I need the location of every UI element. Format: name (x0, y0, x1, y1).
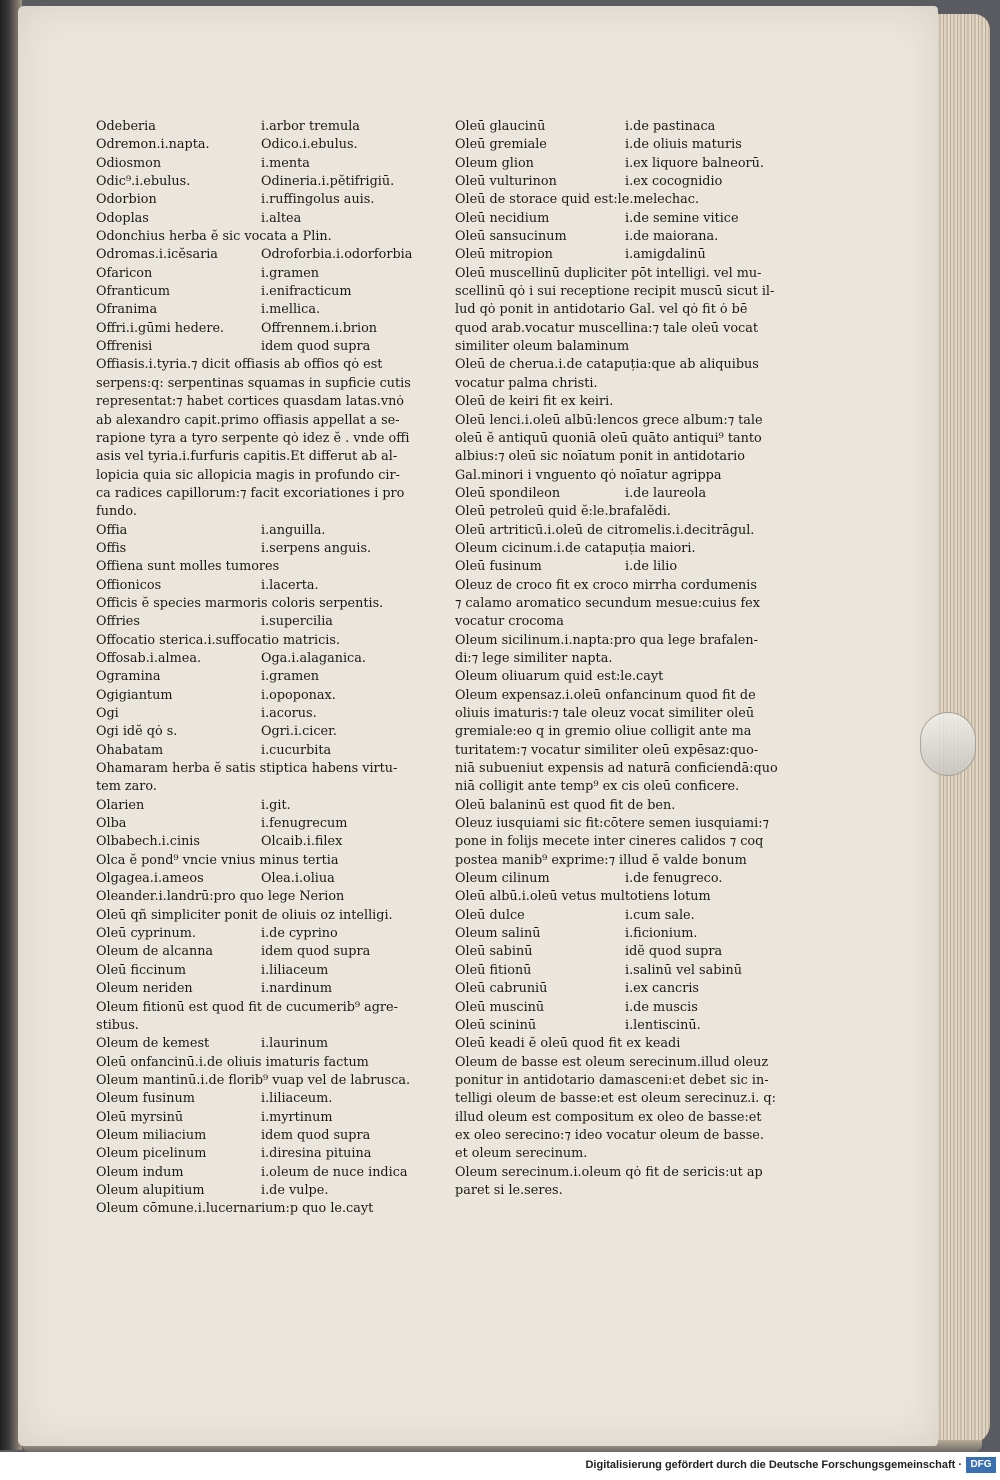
entry-gloss: i.lentiscinū. (625, 1017, 701, 1033)
entry-text: Oleuz iusquiami sic fit:cōtere semen iusquiami:⁊ (455, 816, 769, 832)
text-line (96, 595, 416, 613)
entry-text: Oleum de alcanna (96, 944, 214, 960)
entry-text: serpens:q: serpentinas squamas in supficie cutis (96, 375, 411, 391)
entry-text: Odoplas (96, 210, 149, 226)
footer-credit: Digitalisierung gefördert durch die Deutsche Forschungsgemeinschaft · (585, 1459, 962, 1471)
text-line (455, 485, 775, 503)
text-line (96, 1200, 416, 1218)
text-line (96, 265, 416, 283)
entry-text: Ogi idĕ qȯ s. (96, 724, 178, 740)
text-line (96, 118, 416, 136)
text-line (96, 613, 416, 631)
entry-gloss: Odroforbia.i.odorforbia (261, 247, 413, 263)
entry-text: pone in folijs mecete inter cineres calidos ⁊ coq (455, 834, 764, 850)
text-line (96, 1127, 416, 1145)
text-line (96, 1072, 416, 1090)
entry-text: Officis ĕ species marmoris coloris serpentis. (96, 595, 384, 611)
entry-gloss: Odico.i.ebulus. (261, 137, 358, 153)
text-line (96, 136, 416, 154)
entry-gloss: i.acorus. (261, 706, 317, 721)
text-line (96, 1017, 416, 1035)
text-line (96, 833, 416, 851)
text-line (455, 705, 775, 723)
entry-gloss: i.de pastinaca (625, 119, 716, 134)
text-line (455, 1145, 775, 1163)
entry-text: Oleum indum (96, 1164, 184, 1180)
entry-text: Odic⁹.i.ebulus. (96, 174, 191, 190)
entry-gloss: i.enifracticum (261, 284, 352, 300)
entry-text: Ogramina (96, 669, 161, 685)
entry-text: albius:⁊ oleū sic noīatum ponit in antidotario (455, 449, 745, 465)
entry-gloss: i.menta (261, 155, 310, 171)
text-line (96, 1054, 416, 1072)
entry-text: Oleū de keiri fit ex keiri. (455, 394, 614, 410)
entry-text: Oleū lenci.i.oleū albū:lencos grece album:⁊ tale (455, 412, 763, 428)
entry-gloss: i.ruffingolus auis. (261, 192, 375, 208)
text-line (455, 540, 775, 558)
entry-text: similiter oleum balaminum (455, 339, 630, 355)
entry-text: oleū ĕ antiquū quoniā oleū quāto antiqui⁹ tanto (455, 430, 762, 446)
entry-text: ⁊ calamo aromatico secundum mesue:cuius fex (455, 595, 760, 611)
entry-text: Oleū cabruniū (455, 981, 548, 997)
entry-text: Oleū vulturinon (455, 174, 557, 190)
text-line (96, 1182, 416, 1200)
entry-gloss: i.de lilio (625, 559, 678, 575)
text-line (96, 191, 416, 209)
text-line (96, 1035, 416, 1053)
entry-gloss: Olea.i.oliua (261, 871, 335, 887)
text-line (96, 301, 416, 319)
entry-text: Oleum picelinum (96, 1146, 207, 1162)
left-text-column (96, 118, 416, 1219)
entry-text: ca radices capillorum:⁊ facit excoriationes i pro (96, 485, 405, 501)
text-line (455, 320, 775, 338)
entry-gloss: idem quod supra (261, 339, 371, 355)
entry-text: Oleū onfancinū.i.de oliuis imaturis factum (96, 1054, 369, 1070)
entry-text: Offries (96, 614, 140, 630)
entry-text: scellinū qȯ i sui receptione recipit muscū sicut il- (455, 284, 775, 300)
text-line (455, 467, 775, 485)
entry-text: Ogi (96, 706, 119, 721)
entry-gloss: i.opoponax. (261, 687, 336, 703)
entry-text: Offia (96, 522, 128, 538)
entry-text: niā subueniut expensis ad naturā conficiendā:quo (455, 761, 778, 777)
text-line (455, 925, 775, 943)
entry-gloss: i.serpens anguis. (261, 540, 372, 556)
text-line (96, 1109, 416, 1127)
text-line (455, 430, 775, 448)
text-line (96, 173, 416, 191)
text-line (96, 742, 416, 760)
text-line (96, 650, 416, 668)
entry-gloss: i.ex cocognidio (625, 174, 723, 190)
entry-gloss: i.lacerta. (261, 577, 319, 593)
entry-text: Oleū muscinū (455, 999, 545, 1015)
entry-text: Oleum cicinum.i.de catapuția maiori. (455, 540, 696, 556)
text-line (96, 485, 416, 503)
text-line (96, 870, 416, 888)
entry-text: vocatur palma christi. (455, 375, 598, 391)
text-line (455, 1164, 775, 1182)
text-line (96, 797, 416, 815)
entry-gloss: i.cucurbita (261, 742, 332, 758)
entry-text: Oleū muscellinū dupliciter pōt intelligi. vel mu- (455, 265, 762, 281)
entry-text: Oleū myrsinū (96, 1109, 184, 1125)
entry-gloss: i.fenugrecum (261, 816, 348, 832)
entry-text: Oleū albū.i.oleū vetus multotiens lotum (455, 889, 711, 905)
right-text-column (455, 118, 778, 1200)
entry-text: Oleum salinū (455, 926, 541, 942)
text-line (96, 778, 416, 796)
entry-text: Oleum de basse est oleum serecinum.illud oleuz (455, 1054, 769, 1070)
page-clip (920, 712, 976, 776)
entry-text: Oleū sabinū (455, 944, 533, 960)
entry-text: Oleum alupitium (96, 1182, 205, 1198)
text-line (96, 283, 416, 301)
text-line (96, 852, 416, 870)
entry-text: asis vel tyria.i.furfuris capitis.Et differut ab al- (96, 449, 398, 465)
entry-text: Odeberia (96, 119, 156, 134)
entry-gloss: i.de laureola (625, 485, 707, 501)
text-line (96, 705, 416, 723)
entry-gloss: i.salinū vel sabinū (625, 962, 743, 978)
entry-text: Oleū glaucinū (455, 119, 546, 134)
text-line (96, 907, 416, 925)
entry-text: Offiasis.i.tyria.⁊ dicit offiasis ab offios qȯ est (96, 357, 383, 373)
text-line (96, 155, 416, 173)
entry-text: Olbabech.i.cinis (96, 834, 200, 850)
entry-gloss: i.altea (261, 210, 302, 226)
text-line (455, 1127, 775, 1145)
entry-gloss: i.cum sale. (625, 907, 695, 923)
entry-gloss: Oga.i.alaganica. (261, 650, 366, 666)
text-line (455, 760, 778, 778)
text-line (455, 412, 775, 430)
text-line (96, 577, 416, 595)
entry-gloss: Odineria.i.pĕtifrigiū. (261, 174, 395, 190)
text-line (455, 1017, 775, 1035)
entry-gloss: i.de maiorana. (625, 229, 719, 245)
entry-text: Oleum sicilinum.i.napta:pro qua lege brafalen- (455, 632, 758, 648)
text-line (96, 1090, 416, 1108)
text-line (455, 980, 775, 998)
text-line (455, 650, 775, 668)
entry-text: Oleum fitionū est quod fit de cucumerib⁹ agre- (96, 999, 398, 1015)
text-line (455, 393, 775, 411)
entry-text: Oleū fitionū (455, 962, 532, 978)
entry-text: Oleum fusinum (96, 1091, 195, 1107)
entry-text: rapione tyra a tyro serpente qȯ idez ĕ . vnde offi (96, 430, 410, 446)
entry-text: postea manib⁹ exprime:⁊ illud ĕ valde bonum (455, 852, 747, 868)
entry-gloss: i.nardinum (261, 981, 333, 997)
text-line (96, 320, 416, 338)
entry-text: Odorbion (96, 192, 157, 208)
text-line (96, 558, 416, 576)
entry-gloss: idem quod supra (261, 1127, 371, 1143)
entry-text: Oleū mitropion (455, 247, 553, 263)
entry-gloss: idĕ quod supra (625, 944, 723, 960)
text-line (455, 283, 775, 301)
entry-text: illud oleum est compositum ex oleo de basse:et (455, 1109, 762, 1125)
entry-gloss: i.gramen (261, 265, 320, 281)
entry-gloss: i.oleum de nuce indica (261, 1164, 408, 1180)
entry-text: Offis (96, 540, 127, 556)
entry-text: Oleū de storace quid est:le.melechac. (455, 192, 700, 208)
text-line (455, 797, 775, 815)
entry-gloss: i.de vulpe. (261, 1182, 329, 1198)
text-line (455, 210, 775, 228)
text-line (96, 632, 416, 650)
text-line (455, 1035, 775, 1053)
entry-text: quod arab.vocatur muscellina:⁊ tale oleū vocat (455, 320, 758, 336)
text-line (455, 723, 775, 741)
entry-text: Olgagea.i.ameos (96, 871, 204, 887)
entry-gloss: i.de semine vitice (625, 210, 739, 226)
entry-text: Offiena sunt molles tumores (96, 559, 280, 575)
text-line (96, 925, 416, 943)
text-line (96, 980, 416, 998)
entry-gloss: i.de muscis (625, 999, 698, 1015)
entry-text: Oleum serecinum.i.oleum qȯ fit de sericis:ut ap (455, 1164, 763, 1180)
text-line (96, 375, 416, 393)
entry-text: Oleū qñ simpliciter ponit de oliuis oz intelligi. (96, 907, 393, 923)
text-line (455, 907, 775, 925)
entry-gloss: i.gramen (261, 669, 320, 685)
entry-text: Ogigiantum (96, 687, 173, 703)
entry-text: Oleum oliuarum quid est:le.cayt (455, 669, 664, 685)
entry-gloss: i.git. (261, 797, 291, 813)
text-line (455, 173, 775, 191)
text-line (96, 1145, 416, 1163)
entry-text: Oleum miliacium (96, 1127, 207, 1143)
entry-text: Ofranima (96, 302, 158, 318)
entry-text: Oleū balaninū est quod fit de ben. (455, 797, 676, 813)
text-line (455, 522, 775, 540)
text-line (455, 246, 775, 264)
entry-text: Olba (96, 816, 127, 832)
entry-gloss: i.de fenugreco. (625, 871, 723, 887)
entry-text: Oleū scininū (455, 1017, 537, 1033)
text-line (455, 613, 775, 631)
text-line (96, 760, 416, 778)
entry-gloss: i.de cyprino (261, 926, 338, 942)
text-line (455, 375, 775, 393)
entry-text: oliuis imaturis:⁊ tale oleuz vocat similiter oleū (455, 706, 755, 721)
text-line (455, 668, 775, 686)
entry-text: et oleum serecinum. (455, 1146, 588, 1162)
entry-text: Ohamaram herba ĕ satis stiptica habens virtu- (96, 761, 398, 777)
text-line (96, 356, 416, 374)
entry-text: Odiosmon (96, 155, 162, 171)
text-line (455, 155, 775, 173)
text-line (96, 210, 416, 228)
entry-gloss: Offrennem.i.brion (261, 320, 378, 336)
entry-text: Odremon.i.napta. (96, 137, 210, 153)
text-line (96, 815, 416, 833)
entry-gloss: i.anguilla. (261, 522, 326, 538)
text-line (455, 448, 775, 466)
text-line (455, 962, 775, 980)
entry-text: gremiale:eo q in gremio oliue colligit ante ma (455, 724, 752, 740)
entry-text: Oleū keadi ĕ oleū quod fit ex keadi (455, 1036, 681, 1052)
text-line (96, 888, 416, 906)
text-line (455, 265, 775, 283)
entry-text: ex oleo serecino:⁊ ideo vocatur oleum de basse. (455, 1127, 764, 1143)
text-line (455, 1182, 775, 1200)
entry-gloss: i.myrtinum (261, 1109, 333, 1125)
entry-text: Oleander.i.landrū:pro quo lege Nerion (96, 889, 345, 905)
entry-text: Offionicos (96, 577, 162, 593)
text-line (455, 833, 775, 851)
text-line (455, 1072, 775, 1090)
text-line (455, 191, 775, 209)
text-line (455, 870, 775, 888)
entry-text: vocatur crocoma (455, 614, 564, 630)
entry-gloss: i.ex liquore balneorū. (625, 155, 764, 171)
entry-gloss: i.laurinum (261, 1036, 328, 1052)
text-line (455, 1054, 775, 1072)
entry-text: Oleū dulce (455, 907, 525, 923)
text-line (455, 852, 775, 870)
entry-text: Oleū artriticū.i.oleū de citromelis.i.decitrāgul. (455, 522, 755, 538)
text-line (455, 228, 775, 246)
entry-gloss: i.arbor tremula (261, 119, 360, 134)
text-line (96, 393, 416, 411)
entry-text: Oleū fusinum (455, 559, 542, 575)
entry-text: representat:⁊ habet cortices quasdam latas.vnȯ (96, 394, 405, 410)
entry-text: Oleum de kemest (96, 1036, 210, 1052)
entry-text: Ohabatam (96, 742, 164, 758)
entry-text: Oleū cyprinum. (96, 926, 196, 942)
text-line (96, 228, 416, 246)
text-line (96, 503, 416, 521)
text-line (96, 943, 416, 961)
text-line (455, 1109, 775, 1127)
entry-text: Oleū sansucinum (455, 229, 567, 245)
entry-text: lud qȯ ponit in antidotario Gal. vel qȯ fit ȯ bē (455, 302, 748, 318)
entry-gloss: i.liliaceum. (261, 1091, 333, 1107)
text-line (96, 540, 416, 558)
text-line (96, 723, 416, 741)
entry-text: Oleum glion (455, 155, 534, 171)
text-line (455, 943, 775, 961)
entry-text: stibus. (96, 1017, 139, 1033)
entry-text: Offosab.i.almea. (96, 650, 202, 666)
entry-text: turitatem:⁊ vocatur similiter oleū expēsaz:quo- (455, 742, 759, 758)
entry-text: tem zaro. (96, 779, 157, 795)
text-line (96, 246, 416, 264)
entry-text: Oleū de cherua.i.de catapuția:que ab aliquibus (455, 357, 759, 373)
entry-text: ab alexandro capit.primo offiasis appellat a se- (96, 412, 400, 428)
text-line (96, 467, 416, 485)
entry-text: Odonchius herba ĕ sic vocata a Plin. (96, 229, 332, 245)
entry-text: Oleum neriden (96, 981, 193, 997)
text-line (455, 1090, 775, 1108)
text-line (96, 668, 416, 686)
entry-text: Oleum expensaz.i.oleū onfancinum quod fit de (455, 687, 756, 703)
text-line (455, 503, 775, 521)
text-line (455, 577, 775, 595)
entry-text: Oleū spondileon (455, 485, 561, 501)
entry-text: Offocatio sterica.i.suffocatio matricis. (96, 632, 341, 648)
text-line (96, 522, 416, 540)
entry-text: Olarien (96, 797, 145, 813)
text-line (96, 962, 416, 980)
entry-gloss: i.supercilia (261, 614, 333, 630)
text-line (96, 338, 416, 356)
text-line (455, 356, 775, 374)
text-line (455, 687, 775, 705)
entry-gloss: i.amigdalinū (625, 247, 706, 263)
entry-gloss: Ogri.i.cicer. (261, 724, 337, 740)
entry-gloss: i.mellica. (261, 302, 321, 318)
entry-text: Gal.minori i vnguento qȯ noīatur agrippa (455, 467, 722, 483)
text-line (455, 815, 775, 833)
text-line (96, 412, 416, 430)
entry-text: Oleuz de croco fit ex croco mirrha cordumenis (455, 577, 757, 593)
entry-text: niā colligit ante temp⁹ ex cis oleū conficere. (455, 779, 740, 795)
entry-gloss: i.liliaceum (261, 962, 329, 978)
text-line (455, 118, 775, 136)
entry-text: Odromas.i.icĕsaria (96, 247, 218, 263)
text-line (96, 430, 416, 448)
entry-gloss: i.de oliuis maturis (625, 137, 742, 153)
entry-text: lopicia quia sic allopicia magis in profundo cir- (96, 467, 400, 483)
text-line (96, 1164, 416, 1182)
entry-text: Oleū ficcinum (96, 962, 187, 978)
entry-text: Oleum cōmune.i.lucernarium:p quo le.cayt (96, 1201, 374, 1217)
entry-text: Ofaricon (96, 265, 153, 281)
text-line (455, 632, 775, 650)
entry-text: telligi oleum de basse:et est oleum serecinuz.i. q: (455, 1091, 776, 1107)
text-line (455, 595, 775, 613)
entry-gloss: i.ficionium. (625, 926, 698, 942)
entry-text: Oleū gremiale (455, 137, 547, 153)
entry-text: Offrenisi (96, 339, 153, 355)
entry-text: Oleū necidium (455, 210, 550, 226)
text-line (455, 301, 775, 319)
entry-text: ponitur in antidotario damasceni:et debet sic in- (455, 1072, 769, 1088)
entry-text: Offri.i.gūmi hedere. (96, 320, 225, 336)
text-line (455, 778, 775, 796)
entry-text: Oleū petroleū quid ĕ:le.brafalĕdi. (455, 504, 671, 520)
entry-gloss: Olcaib.i.filex (261, 834, 343, 850)
entry-text: paret si le.seres. (455, 1182, 563, 1198)
entry-text: Oleum cilinum (455, 871, 550, 887)
entry-text: Oleum mantinū.i.de florib⁹ vuap vel de labrusca. (96, 1072, 411, 1088)
entry-text: Ofranticum (96, 284, 170, 300)
text-line (455, 742, 775, 760)
text-line (455, 558, 775, 576)
entry-gloss: idem quod supra (261, 944, 371, 960)
text-line (96, 687, 416, 705)
entry-text: di:⁊ lege similiter napta. (455, 650, 613, 666)
entry-text: fundo. (96, 504, 137, 520)
text-line (455, 338, 775, 356)
text-line (96, 999, 416, 1017)
text-line (455, 999, 775, 1017)
entry-text: Olca ĕ pond⁹ vncie vnius minus tertia (96, 852, 339, 868)
entry-gloss: i.ex cancris (625, 981, 700, 997)
text-line (455, 888, 775, 906)
text-line (455, 136, 775, 154)
dfg-logo: DFG (966, 1457, 996, 1473)
text-line (96, 448, 416, 466)
entry-gloss: i.diresina pituina (261, 1146, 372, 1162)
